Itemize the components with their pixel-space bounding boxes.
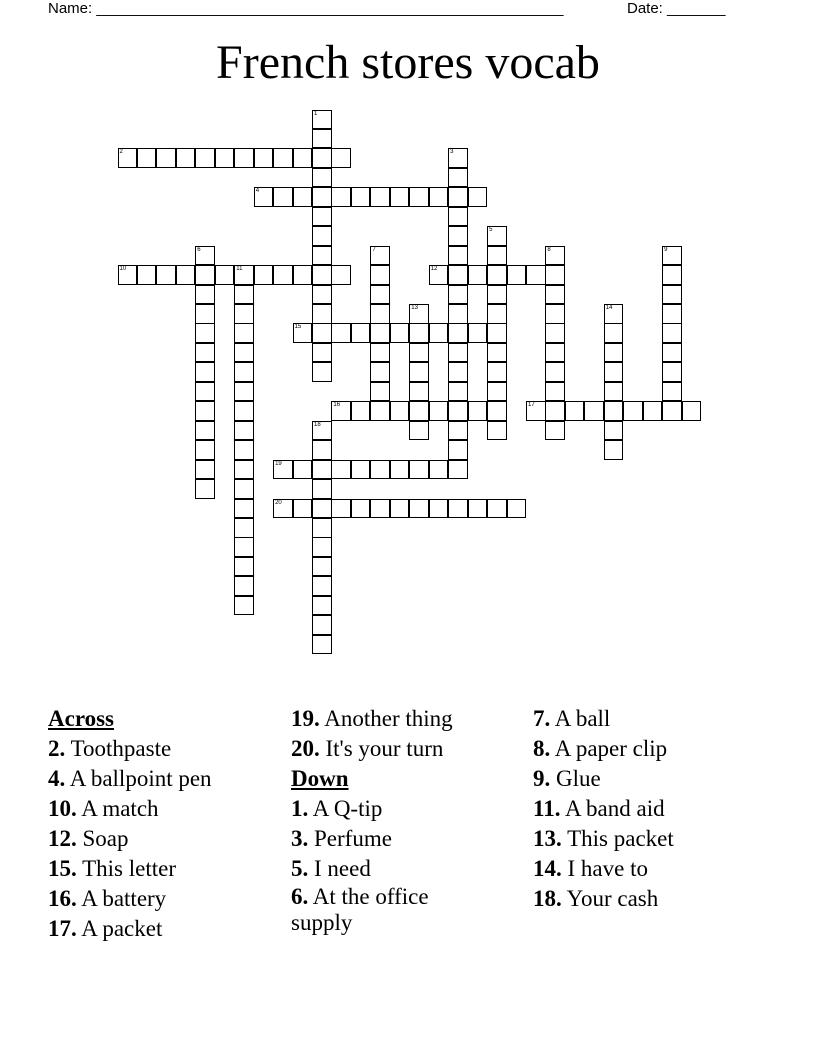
grid-cell[interactable] <box>409 343 429 363</box>
grid-cell[interactable] <box>293 460 313 480</box>
grid-cell[interactable] <box>448 421 468 441</box>
name-label: Name: <box>48 0 93 17</box>
grid-cell[interactable] <box>195 148 215 168</box>
grid-cell[interactable] <box>662 323 682 343</box>
grid-cell[interactable] <box>176 265 196 285</box>
grid-cell[interactable] <box>312 110 332 130</box>
grid-cell[interactable] <box>526 265 546 285</box>
clue-number: 13 <box>411 305 418 311</box>
clue-number: 6 <box>197 246 201 253</box>
grid-cell[interactable] <box>118 265 138 285</box>
grid-cell[interactable] <box>234 285 254 305</box>
grid-cell[interactable] <box>487 285 507 305</box>
grid-cell[interactable] <box>468 499 488 519</box>
clue-down-13: 13. This packet <box>533 826 674 851</box>
grid-cell[interactable] <box>370 460 390 480</box>
grid-cell[interactable] <box>565 401 585 421</box>
grid-cell[interactable] <box>662 401 682 421</box>
grid-cell[interactable] <box>487 226 507 246</box>
grid-cell[interactable] <box>312 518 332 538</box>
grid-cell[interactable] <box>643 401 663 421</box>
grid-cell[interactable] <box>195 343 215 363</box>
grid-cell[interactable] <box>312 460 332 480</box>
grid-cell[interactable] <box>429 499 449 519</box>
grid-cell[interactable] <box>429 265 449 285</box>
clue-number: 2 <box>119 149 123 156</box>
grid-cell[interactable] <box>195 460 215 480</box>
grid-cell[interactable] <box>448 304 468 324</box>
grid-cell[interactable] <box>623 401 643 421</box>
grid-cell[interactable] <box>312 187 332 207</box>
grid-cell[interactable] <box>215 265 235 285</box>
grid-cell[interactable] <box>662 304 682 324</box>
grid-cell[interactable] <box>331 323 351 343</box>
clue-across-4: 4. A ballpoint pen <box>48 766 212 791</box>
grid-cell[interactable] <box>351 460 371 480</box>
grid-cell[interactable] <box>195 285 215 305</box>
grid-cell[interactable] <box>545 382 565 402</box>
grid-cell[interactable] <box>390 401 410 421</box>
grid-cell[interactable] <box>254 148 274 168</box>
grid-cell[interactable] <box>662 246 682 266</box>
grid-cell[interactable] <box>545 265 565 285</box>
grid-cell[interactable] <box>331 499 351 519</box>
grid-cell[interactable] <box>429 460 449 480</box>
grid-cell[interactable] <box>234 382 254 402</box>
grid-cell[interactable] <box>273 460 293 480</box>
grid-cell[interactable] <box>195 382 215 402</box>
grid-cell[interactable] <box>195 362 215 382</box>
clue-down-11: 11. A band aid <box>533 796 665 821</box>
grid-cell[interactable] <box>195 479 215 499</box>
grid-cell[interactable] <box>604 382 624 402</box>
grid-cell[interactable] <box>507 265 527 285</box>
grid-cell[interactable] <box>584 401 604 421</box>
grid-cell[interactable] <box>118 148 138 168</box>
grid-cell[interactable] <box>409 323 429 343</box>
grid-cell[interactable] <box>273 187 293 207</box>
grid-cell[interactable] <box>487 362 507 382</box>
grid-cell[interactable] <box>312 421 332 441</box>
date-label: Date: <box>627 0 663 17</box>
grid-cell[interactable] <box>662 285 682 305</box>
grid-cell[interactable] <box>390 499 410 519</box>
grid-cell[interactable] <box>604 440 624 460</box>
clue-number: 19 <box>275 460 282 467</box>
name-blank[interactable]: ________________________________________________________ <box>96 0 564 17</box>
grid-cell[interactable] <box>448 168 468 188</box>
grid-cell[interactable] <box>137 148 157 168</box>
grid-cell[interactable] <box>312 362 332 382</box>
grid-cell[interactable] <box>137 265 157 285</box>
grid-cell[interactable] <box>545 285 565 305</box>
grid-cell[interactable] <box>545 323 565 343</box>
clue-number: 17 <box>528 402 535 409</box>
grid-cell[interactable] <box>273 148 293 168</box>
grid-cell[interactable] <box>429 401 449 421</box>
grid-cell[interactable] <box>409 304 429 324</box>
grid-cell[interactable] <box>312 304 332 324</box>
grid-cell[interactable] <box>195 440 215 460</box>
grid-cell[interactable] <box>604 343 624 363</box>
grid-cell[interactable] <box>448 401 468 421</box>
grid-cell[interactable] <box>312 323 332 343</box>
grid-cell[interactable] <box>545 246 565 266</box>
grid-cell[interactable] <box>312 285 332 305</box>
grid-cell[interactable] <box>351 187 371 207</box>
grid-cell[interactable] <box>312 207 332 227</box>
clue-number: 9 <box>664 246 668 253</box>
clue-column-3 <box>533 704 773 914</box>
grid-cell[interactable] <box>312 129 332 149</box>
grid-cell[interactable] <box>234 576 254 596</box>
clue-number: 14 <box>605 305 613 311</box>
grid-cell[interactable] <box>468 265 488 285</box>
clue-down-6: 6. At the office supply <box>291 884 429 935</box>
clue-down-14: 14. I have to <box>533 856 648 881</box>
clue-number: 11 <box>236 266 243 273</box>
grid-cell[interactable] <box>370 285 390 305</box>
grid-cell[interactable] <box>487 265 507 285</box>
grid-cell[interactable] <box>273 265 293 285</box>
clue-down-18: 18. Your cash <box>533 886 659 911</box>
grid-cell[interactable] <box>604 323 624 343</box>
grid-cell[interactable] <box>604 362 624 382</box>
grid-cell[interactable] <box>448 323 468 343</box>
date-field <box>627 0 725 18</box>
grid-cell[interactable] <box>195 401 215 421</box>
grid-cell[interactable] <box>604 421 624 441</box>
grid-cell[interactable] <box>234 518 254 538</box>
grid-cell[interactable] <box>662 382 682 402</box>
grid-cell[interactable] <box>312 576 332 596</box>
grid-cell[interactable] <box>254 265 274 285</box>
down-heading: Down <box>291 766 349 791</box>
grid-cell[interactable] <box>312 168 332 188</box>
clue-column-2 <box>291 704 526 936</box>
clue-across-12: 12. Soap <box>48 826 129 851</box>
grid-cell[interactable] <box>409 362 429 382</box>
grid-cell[interactable] <box>370 265 390 285</box>
grid-cell[interactable] <box>351 323 371 343</box>
grid-cell[interactable] <box>312 635 332 655</box>
grid-cell[interactable] <box>487 421 507 441</box>
grid-cell[interactable] <box>312 265 332 285</box>
clue-column-1 <box>48 704 283 944</box>
grid-cell[interactable] <box>448 207 468 227</box>
grid-cell[interactable] <box>234 362 254 382</box>
grid-cell[interactable] <box>156 148 176 168</box>
grid-cell[interactable] <box>234 499 254 519</box>
grid-cell[interactable] <box>215 148 235 168</box>
clue-number: 5 <box>489 227 493 234</box>
grid-cell[interactable] <box>487 401 507 421</box>
grid-cell[interactable] <box>293 499 313 519</box>
grid-cell[interactable] <box>312 226 332 246</box>
clue-number: 10 <box>119 266 127 273</box>
clue-number: 1 <box>314 110 318 117</box>
grid-cell[interactable] <box>331 460 351 480</box>
clue-number: 7 <box>372 246 376 253</box>
clue-number: 18 <box>314 421 321 428</box>
grid-cell[interactable] <box>273 499 293 519</box>
grid-cell[interactable] <box>545 362 565 382</box>
grid-cell[interactable] <box>370 499 390 519</box>
grid-cell[interactable] <box>254 187 274 207</box>
grid-cell[interactable] <box>487 382 507 402</box>
grid-cell[interactable] <box>331 148 351 168</box>
grid-cell[interactable] <box>331 187 351 207</box>
grid-cell[interactable] <box>234 537 254 557</box>
grid-cell[interactable] <box>545 304 565 324</box>
clue-number: 16 <box>333 402 341 409</box>
grid-cell[interactable] <box>370 382 390 402</box>
grid-cell[interactable] <box>351 401 371 421</box>
grid-cell[interactable] <box>312 479 332 499</box>
clue-down-3: 3. Perfume <box>291 826 392 851</box>
grid-cell[interactable] <box>448 362 468 382</box>
grid-cell[interactable] <box>604 401 624 421</box>
grid-cell[interactable] <box>448 285 468 305</box>
grid-cell[interactable] <box>234 421 254 441</box>
grid-cell[interactable] <box>662 362 682 382</box>
grid-cell[interactable] <box>293 323 313 343</box>
grid-cell[interactable] <box>409 382 429 402</box>
grid-cell[interactable] <box>682 401 702 421</box>
grid-cell[interactable] <box>234 401 254 421</box>
grid-cell[interactable] <box>409 187 429 207</box>
grid-cell[interactable] <box>234 343 254 363</box>
grid-cell[interactable] <box>448 187 468 207</box>
grid-cell[interactable] <box>448 265 468 285</box>
grid-cell[interactable] <box>448 343 468 363</box>
grid-cell[interactable] <box>195 246 215 266</box>
grid-cell[interactable] <box>156 265 176 285</box>
clue-across-15: 15. This letter <box>48 856 176 881</box>
grid-cell[interactable] <box>312 343 332 363</box>
clue-across-2: 2. Toothpaste <box>48 736 172 761</box>
grid-cell[interactable] <box>331 401 351 421</box>
grid-cell[interactable] <box>526 401 546 421</box>
grid-cell[interactable] <box>409 499 429 519</box>
grid-cell[interactable] <box>234 304 254 324</box>
clue-across-16: 16. A battery <box>48 886 167 911</box>
clue-number: 4 <box>255 188 260 195</box>
grid-cell[interactable] <box>312 596 332 616</box>
clue-number: 12 <box>430 266 438 273</box>
grid-cell[interactable] <box>545 421 565 441</box>
grid-cell[interactable] <box>195 421 215 441</box>
clue-down-7: 7. A ball <box>533 706 611 731</box>
grid-cell[interactable] <box>487 246 507 266</box>
grid-cell[interactable] <box>234 323 254 343</box>
grid-cell[interactable] <box>545 343 565 363</box>
grid-cell[interactable] <box>448 226 468 246</box>
grid-cell[interactable] <box>662 265 682 285</box>
grid-cell[interactable] <box>468 323 488 343</box>
grid-cell[interactable] <box>487 323 507 343</box>
grid-cell[interactable] <box>370 304 390 324</box>
grid-cell[interactable] <box>195 323 215 343</box>
clue-number: 20 <box>275 499 282 506</box>
grid-cell[interactable] <box>604 304 624 324</box>
grid-cell[interactable] <box>331 265 351 285</box>
grid-cell[interactable] <box>390 460 410 480</box>
grid-cell[interactable] <box>448 499 468 519</box>
clue-across-10: 10. A match <box>48 796 159 821</box>
grid-cell[interactable] <box>507 499 527 519</box>
grid-cell[interactable] <box>487 304 507 324</box>
grid-cell[interactable] <box>312 148 332 168</box>
grid-cell[interactable] <box>448 460 468 480</box>
clue-down-5: 5. I need <box>291 856 371 881</box>
grid-cell[interactable] <box>195 265 215 285</box>
grid-cell[interactable] <box>370 323 390 343</box>
grid-cell[interactable] <box>370 362 390 382</box>
grid-cell[interactable] <box>487 343 507 363</box>
grid-cell[interactable] <box>234 557 254 577</box>
clue-number: 15 <box>294 324 302 331</box>
clue-across-20: 20. It's your turn <box>291 736 444 761</box>
grid-cell[interactable] <box>545 401 565 421</box>
clue-down-9: 9. Glue <box>533 766 601 791</box>
clue-down-8: 8. A paper clip <box>533 736 668 761</box>
grid-cell[interactable] <box>234 460 254 480</box>
grid-cell[interactable] <box>409 460 429 480</box>
grid-cell[interactable] <box>370 187 390 207</box>
grid-cell[interactable] <box>312 440 332 460</box>
grid-cell[interactable] <box>448 246 468 266</box>
grid-cell[interactable] <box>429 187 449 207</box>
clue-number: 8 <box>547 246 551 253</box>
grid-cell[interactable] <box>234 440 254 460</box>
grid-cell[interactable] <box>448 148 468 168</box>
grid-cell[interactable] <box>409 421 429 441</box>
name-field <box>48 0 564 18</box>
grid-cell[interactable] <box>293 187 313 207</box>
grid-cell[interactable] <box>234 265 254 285</box>
grid-cell[interactable] <box>176 148 196 168</box>
grid-cell[interactable] <box>312 537 332 557</box>
grid-cell[interactable] <box>234 148 254 168</box>
date-blank[interactable]: _______ <box>667 0 726 17</box>
grid-cell[interactable] <box>370 343 390 363</box>
grid-cell[interactable] <box>293 265 313 285</box>
grid-cell[interactable] <box>312 615 332 635</box>
grid-cell[interactable] <box>293 148 313 168</box>
grid-cell[interactable] <box>312 246 332 266</box>
grid-cell[interactable] <box>234 596 254 616</box>
clue-down-1: 1. A Q-tip <box>291 796 383 821</box>
grid-cell[interactable] <box>448 440 468 460</box>
grid-cell[interactable] <box>195 304 215 324</box>
grid-cell[interactable] <box>234 479 254 499</box>
grid-cell[interactable] <box>448 382 468 402</box>
clue-across-19: 19. Another thing <box>291 706 453 731</box>
grid-cell[interactable] <box>312 499 332 519</box>
grid-cell[interactable] <box>390 323 410 343</box>
across-heading: Across <box>48 706 115 731</box>
grid-cell[interactable] <box>370 401 390 421</box>
grid-cell[interactable] <box>390 187 410 207</box>
grid-cell[interactable] <box>312 557 332 577</box>
grid-cell[interactable] <box>468 187 488 207</box>
clue-number: 3 <box>450 149 454 156</box>
grid-cell[interactable] <box>370 246 390 266</box>
page-title: French stores vocab <box>216 36 600 89</box>
grid-cell[interactable] <box>487 499 507 519</box>
grid-cell[interactable] <box>351 499 371 519</box>
grid-cell[interactable] <box>662 343 682 363</box>
grid-cell[interactable] <box>468 401 488 421</box>
grid-cell[interactable] <box>409 401 429 421</box>
clue-across-17: 17. A packet <box>48 916 163 941</box>
grid-cell[interactable] <box>429 323 449 343</box>
